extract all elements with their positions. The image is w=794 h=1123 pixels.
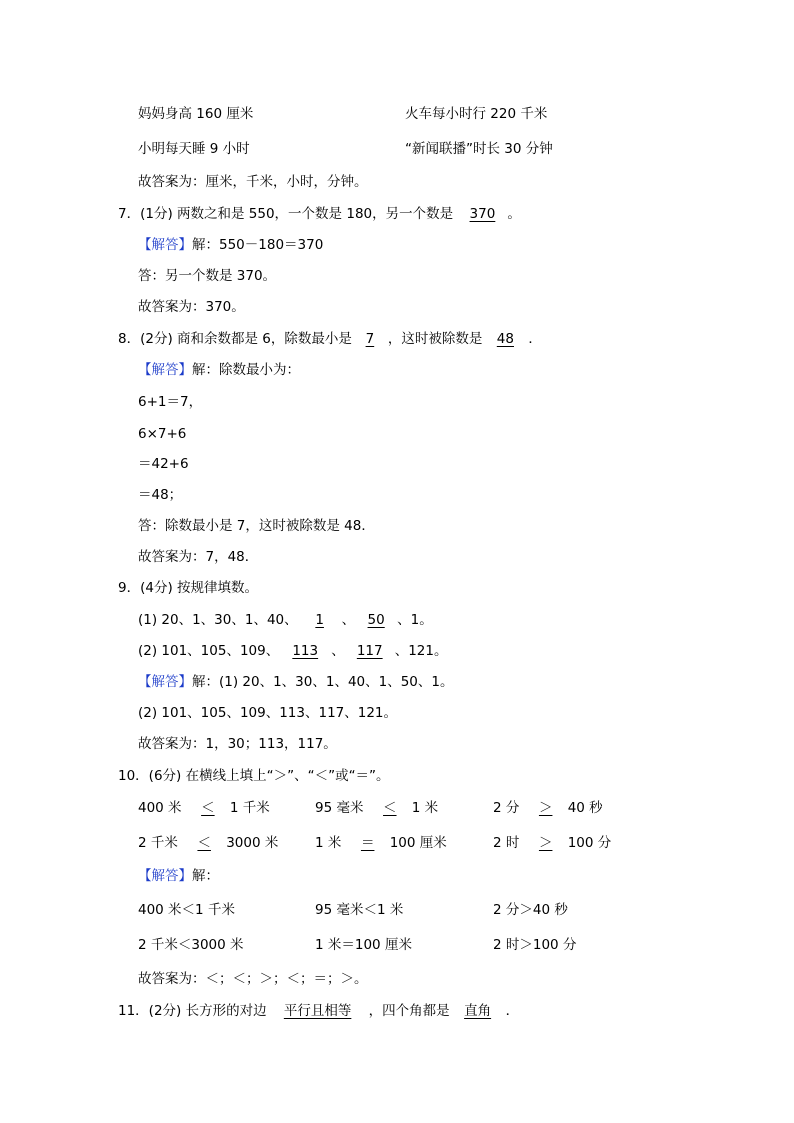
- solution-tag: 【解答】: [138, 362, 192, 378]
- blank-answer: 117: [356, 643, 383, 659]
- question-9-part-1: (1) 20、1、30、1、40、 1 、 50 、1。: [138, 612, 433, 628]
- blank-answer: ＜: [197, 835, 211, 851]
- question-8: 8．(2分) 商和余数都是 6，除数最小是 7 ，这时被除数是 48 ．: [118, 331, 542, 347]
- prev-item-2: 火车每小时行 220 千米: [405, 106, 548, 122]
- compare-item: 95 毫米 ＜ 1 米: [315, 800, 439, 816]
- solution-item: 1 米＝100 厘米: [315, 937, 412, 953]
- blank-answer: ＜: [201, 800, 215, 816]
- blank-answer: 平行且相等: [283, 1003, 352, 1019]
- calc-line: 6×7+6: [138, 426, 187, 442]
- compare-item: 400 米 ＜ 1 千米: [138, 800, 270, 816]
- blank-answer: 直角: [464, 1003, 492, 1019]
- compare-item: 2 分 ＞ 40 秒: [493, 800, 603, 816]
- compare-item: 1 米 ＝ 100 厘米: [315, 835, 447, 851]
- solution-8: 【解答】解：除数最小为：: [138, 362, 300, 378]
- blank-answer: ＜: [383, 800, 397, 816]
- answer-9: 故答案为：1，30；113，117。: [138, 736, 337, 752]
- blank-answer: 1: [315, 612, 324, 628]
- solution-item: 2 时＞100 分: [493, 937, 577, 953]
- solution-item: 95 毫米＜1 米: [315, 902, 404, 918]
- blank-answer: 113: [292, 643, 319, 659]
- solution-tag: 【解答】: [138, 674, 192, 690]
- question-7: 7．(1分) 两数之和是 550，一个数是 180，另一个数是 370 。: [118, 206, 521, 222]
- answer-10: 故答案为：＜；＜；＞；＜；＝；＞。: [138, 971, 368, 987]
- question-11: 11．(2分) 长方形的对边 平行且相等 ，四个角都是 直角 ．: [118, 1003, 520, 1019]
- blank-answer: 48: [496, 331, 514, 347]
- blank-answer: 7: [365, 331, 375, 347]
- solution-7: 【解答】解：550－180＝370: [138, 237, 324, 253]
- blank-answer: ＞: [538, 835, 553, 851]
- prev-item-4: “新闻联播”时长 30 分钟: [405, 141, 553, 157]
- question-9: 9．(4分) 按规律填数。: [118, 580, 259, 596]
- calc-line: ＝42+6: [138, 456, 189, 472]
- question-9-part-2: (2) 101、105、109、 113 、 117 、121。: [138, 643, 448, 659]
- prev-item-1: 妈妈身高 160 厘米: [138, 106, 254, 122]
- prev-answer: 故答案为：厘米，千米，小时，分钟。: [138, 174, 368, 190]
- blank-answer: ＞: [538, 800, 553, 816]
- prev-item-3: 小明每天睡 9 小时: [138, 141, 250, 157]
- blank-answer: 50: [367, 612, 385, 628]
- compare-item: 2 千米 ＜ 3000 米: [138, 835, 279, 851]
- solution-item: 2 千米＜3000 米: [138, 937, 244, 953]
- solution-9-line-2: (2) 101、105、109、113、117、121。: [138, 705, 398, 721]
- calc-line: ＝48；: [138, 487, 183, 503]
- solution-tag: 【解答】: [138, 237, 192, 253]
- reply-8: 答：除数最小是 7，这时被除数是 48．: [138, 518, 375, 534]
- blank-answer: ＝: [360, 835, 375, 851]
- solution-tag: 【解答】: [138, 868, 192, 884]
- solution-10: 【解答】解：: [138, 868, 219, 884]
- blank-answer: 370: [469, 206, 496, 222]
- solution-item: 400 米＜1 千米: [138, 902, 235, 918]
- answer-8: 故答案为：7，48．: [138, 549, 259, 565]
- solution-item: 2 分＞40 秒: [493, 902, 568, 918]
- compare-item: 2 时 ＞ 100 分: [493, 835, 612, 851]
- calc-line: 6+1＝7，: [138, 394, 203, 410]
- reply-7: 答：另一个数是 370。: [138, 268, 277, 284]
- answer-7: 故答案为：370。: [138, 299, 245, 315]
- question-10: 10．(6分) 在横线上填上“＞”、“＜”或“＝”。: [118, 768, 390, 784]
- solution-9: 【解答】解：(1) 20、1、30、1、40、1、50、1。: [138, 674, 454, 690]
